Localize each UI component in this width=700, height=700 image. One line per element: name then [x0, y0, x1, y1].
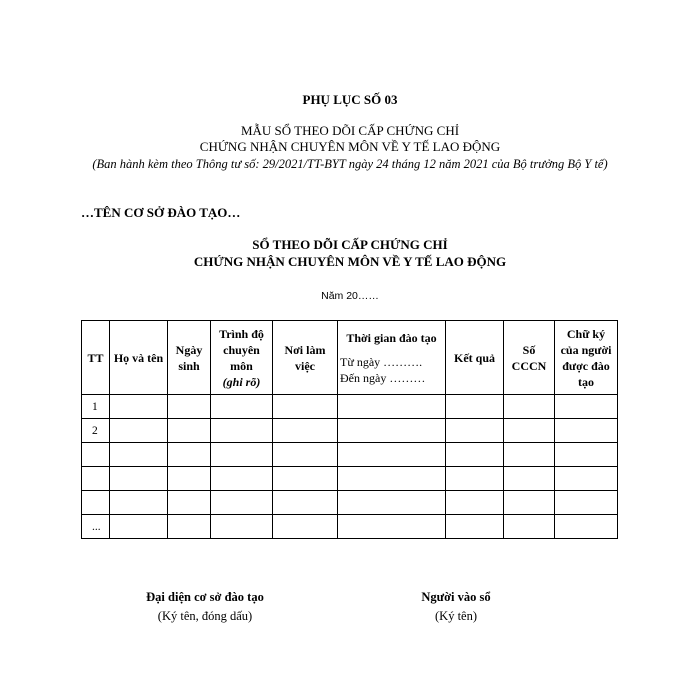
- header-cccn-line1: Số: [522, 342, 536, 357]
- signature-block-training-org: [120, 588, 290, 626]
- header-level-line1: Trình độ: [219, 326, 264, 341]
- header-tt: [82, 321, 110, 395]
- header-workplace-line1: Nơi làm: [284, 342, 326, 357]
- row-number: [82, 443, 110, 467]
- table-header-row: [82, 321, 618, 395]
- book-title-line1: SỔ THEO DÕI CẤP CHỨNG CHỈ: [252, 237, 448, 252]
- table-row: [82, 467, 618, 491]
- header-workplace-line2: việc: [295, 358, 315, 373]
- header-period-to: Đến ngày ………: [340, 370, 426, 385]
- table-row: [82, 443, 618, 467]
- issued-note: (Ban hành kèm theo Thông tư số: 29/2021/TT-BYT ngày 24 tháng 12 năm 2021 của Bộ trưởng Bộ Y tế): [92, 157, 608, 171]
- header-sign-line1: Chữ ký: [566, 326, 606, 341]
- signature-left-title: Đại diện cơ sở đào tạo: [146, 590, 264, 604]
- header-cccn-line2: CCCN: [511, 358, 547, 373]
- year-line: Năm 20……: [321, 290, 379, 302]
- table-row: [82, 515, 618, 539]
- table-row: [82, 419, 618, 443]
- header-level-line2: chuyên: [223, 342, 260, 357]
- form-title-line1: MẪU SỔ THEO DÕI CẤP CHỨNG CHỈ: [240, 123, 460, 138]
- row-number: [82, 491, 110, 515]
- signature-block-recorder: [386, 588, 526, 626]
- header-name-label: Họ và tên: [113, 350, 164, 365]
- signature-right-title: Người vào sổ: [421, 590, 491, 604]
- header-period-title: Thời gian đào tạo: [346, 330, 437, 345]
- header-sign-line2: của người: [560, 342, 612, 357]
- signature-right-note: (Ký tên): [435, 609, 477, 623]
- row-number: [82, 467, 110, 491]
- header-workplace: [273, 321, 338, 395]
- certificate-register-table: [81, 320, 618, 539]
- header-tt-label: TT: [87, 350, 104, 365]
- header-level-line3: môn: [230, 358, 253, 373]
- header-level-note: (ghi rõ): [222, 374, 261, 389]
- header-dob-line2: sinh: [178, 358, 200, 373]
- header-dob: [168, 321, 211, 395]
- header-training-period: [338, 321, 446, 395]
- table-row: [82, 491, 618, 515]
- header-dob-line1: Ngày: [175, 342, 203, 357]
- row-number: ...: [82, 515, 110, 539]
- header-level: [211, 321, 273, 395]
- header-sign-line4: tạo: [578, 374, 594, 389]
- header-signature: [555, 321, 618, 395]
- row-number: 1: [82, 395, 110, 419]
- signature-left-note: (Ký tên, đóng dấu): [157, 609, 253, 623]
- book-title-line2: CHỨNG NHẬN CHUYÊN MÔN VỀ Y TẾ LAO ĐỘNG: [193, 254, 507, 269]
- training-org-name: …TÊN CƠ SỞ ĐÀO TẠO…: [81, 205, 241, 220]
- header-result-label: Kết quả: [453, 350, 495, 365]
- header-cccn: [504, 321, 555, 395]
- header-name: [110, 321, 168, 395]
- table-row: [82, 395, 618, 419]
- header-result: [446, 321, 504, 395]
- appendix-title: PHỤ LỤC SỐ 03: [302, 92, 398, 107]
- row-number: 2: [82, 419, 110, 443]
- form-title-line2: CHỨNG NHẬN CHUYÊN MÔN VỀ Y TẾ LAO ĐỘNG: [199, 139, 501, 154]
- header-sign-line3: được đào: [562, 358, 610, 373]
- header-period-from: Từ ngày ……….: [340, 354, 423, 369]
